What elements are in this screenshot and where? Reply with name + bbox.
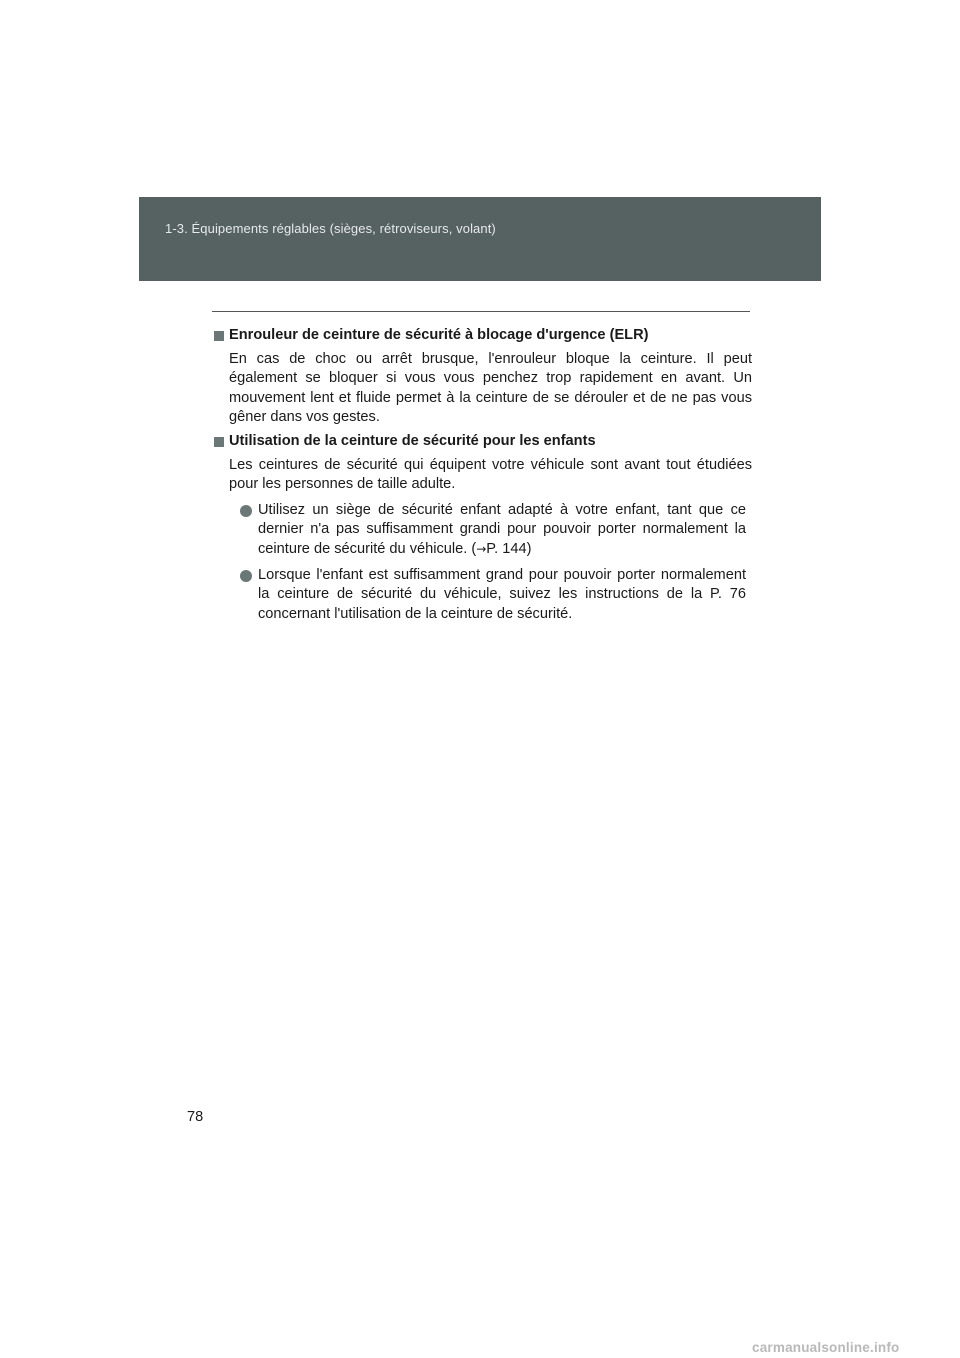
- section-heading-text: Enrouleur de ceinture de sécurité à blocage d'urgence (ELR): [229, 327, 649, 343]
- section-heading: [212, 432, 752, 452]
- list-item: [240, 566, 746, 625]
- bullet-text: Lorsque l'enfant est suffisamment grand pour pouvoir porter normalement la ceinture de sécurité du véhicule, suivez les instructions de la P. 76 concernant l'utilisation de la ceinture de sécurité.: [258, 566, 746, 622]
- section-children: [212, 432, 752, 624]
- square-bullet-icon: [214, 437, 224, 447]
- page-content: [212, 326, 752, 630]
- watermark: carmanualsonline.info: [752, 1340, 900, 1355]
- section-paragraph: En cas de choc ou arrêt brusque, l'enrouleur bloque la ceinture. Il peut également se bloquer si vous vous penchez trop rapidement en avant. Un mouvement lent et fluide permet à la ceinture de se dérouler et de ne pas vous gêner dans vos gestes.: [229, 350, 752, 426]
- section-paragraph: Les ceintures de sécurité qui équipent votre véhicule sont avant tout étudiées pour les personnes de taille adulte.: [229, 456, 752, 493]
- page-reference-link[interactable]: P. 144): [486, 540, 532, 557]
- section-heading-text: Utilisation de la ceinture de sécurité pour les enfants: [229, 432, 596, 449]
- section-heading: [212, 326, 752, 346]
- chapter-title: 1-3. Équipements réglables (sièges, rétroviseurs, volant): [165, 221, 496, 236]
- section-elr: [212, 326, 752, 428]
- bullet-text: Utilisez un siège de sécurité enfant adapté à votre enfant, tant que ce dernier n'a pas suffisamment grandi pour pouvoir porter normalement la ceinture de sécurité du véhicule. (: [258, 501, 746, 557]
- chapter-header-bar: [139, 197, 821, 281]
- right-arrow-icon: →: [476, 541, 487, 556]
- header-divider: [212, 311, 750, 312]
- round-bullet-icon: [240, 570, 252, 582]
- square-bullet-icon: [214, 331, 224, 341]
- page-number: 78: [187, 1109, 204, 1125]
- bullet-list: [212, 501, 752, 625]
- list-item: [240, 501, 746, 560]
- round-bullet-icon: [240, 505, 252, 517]
